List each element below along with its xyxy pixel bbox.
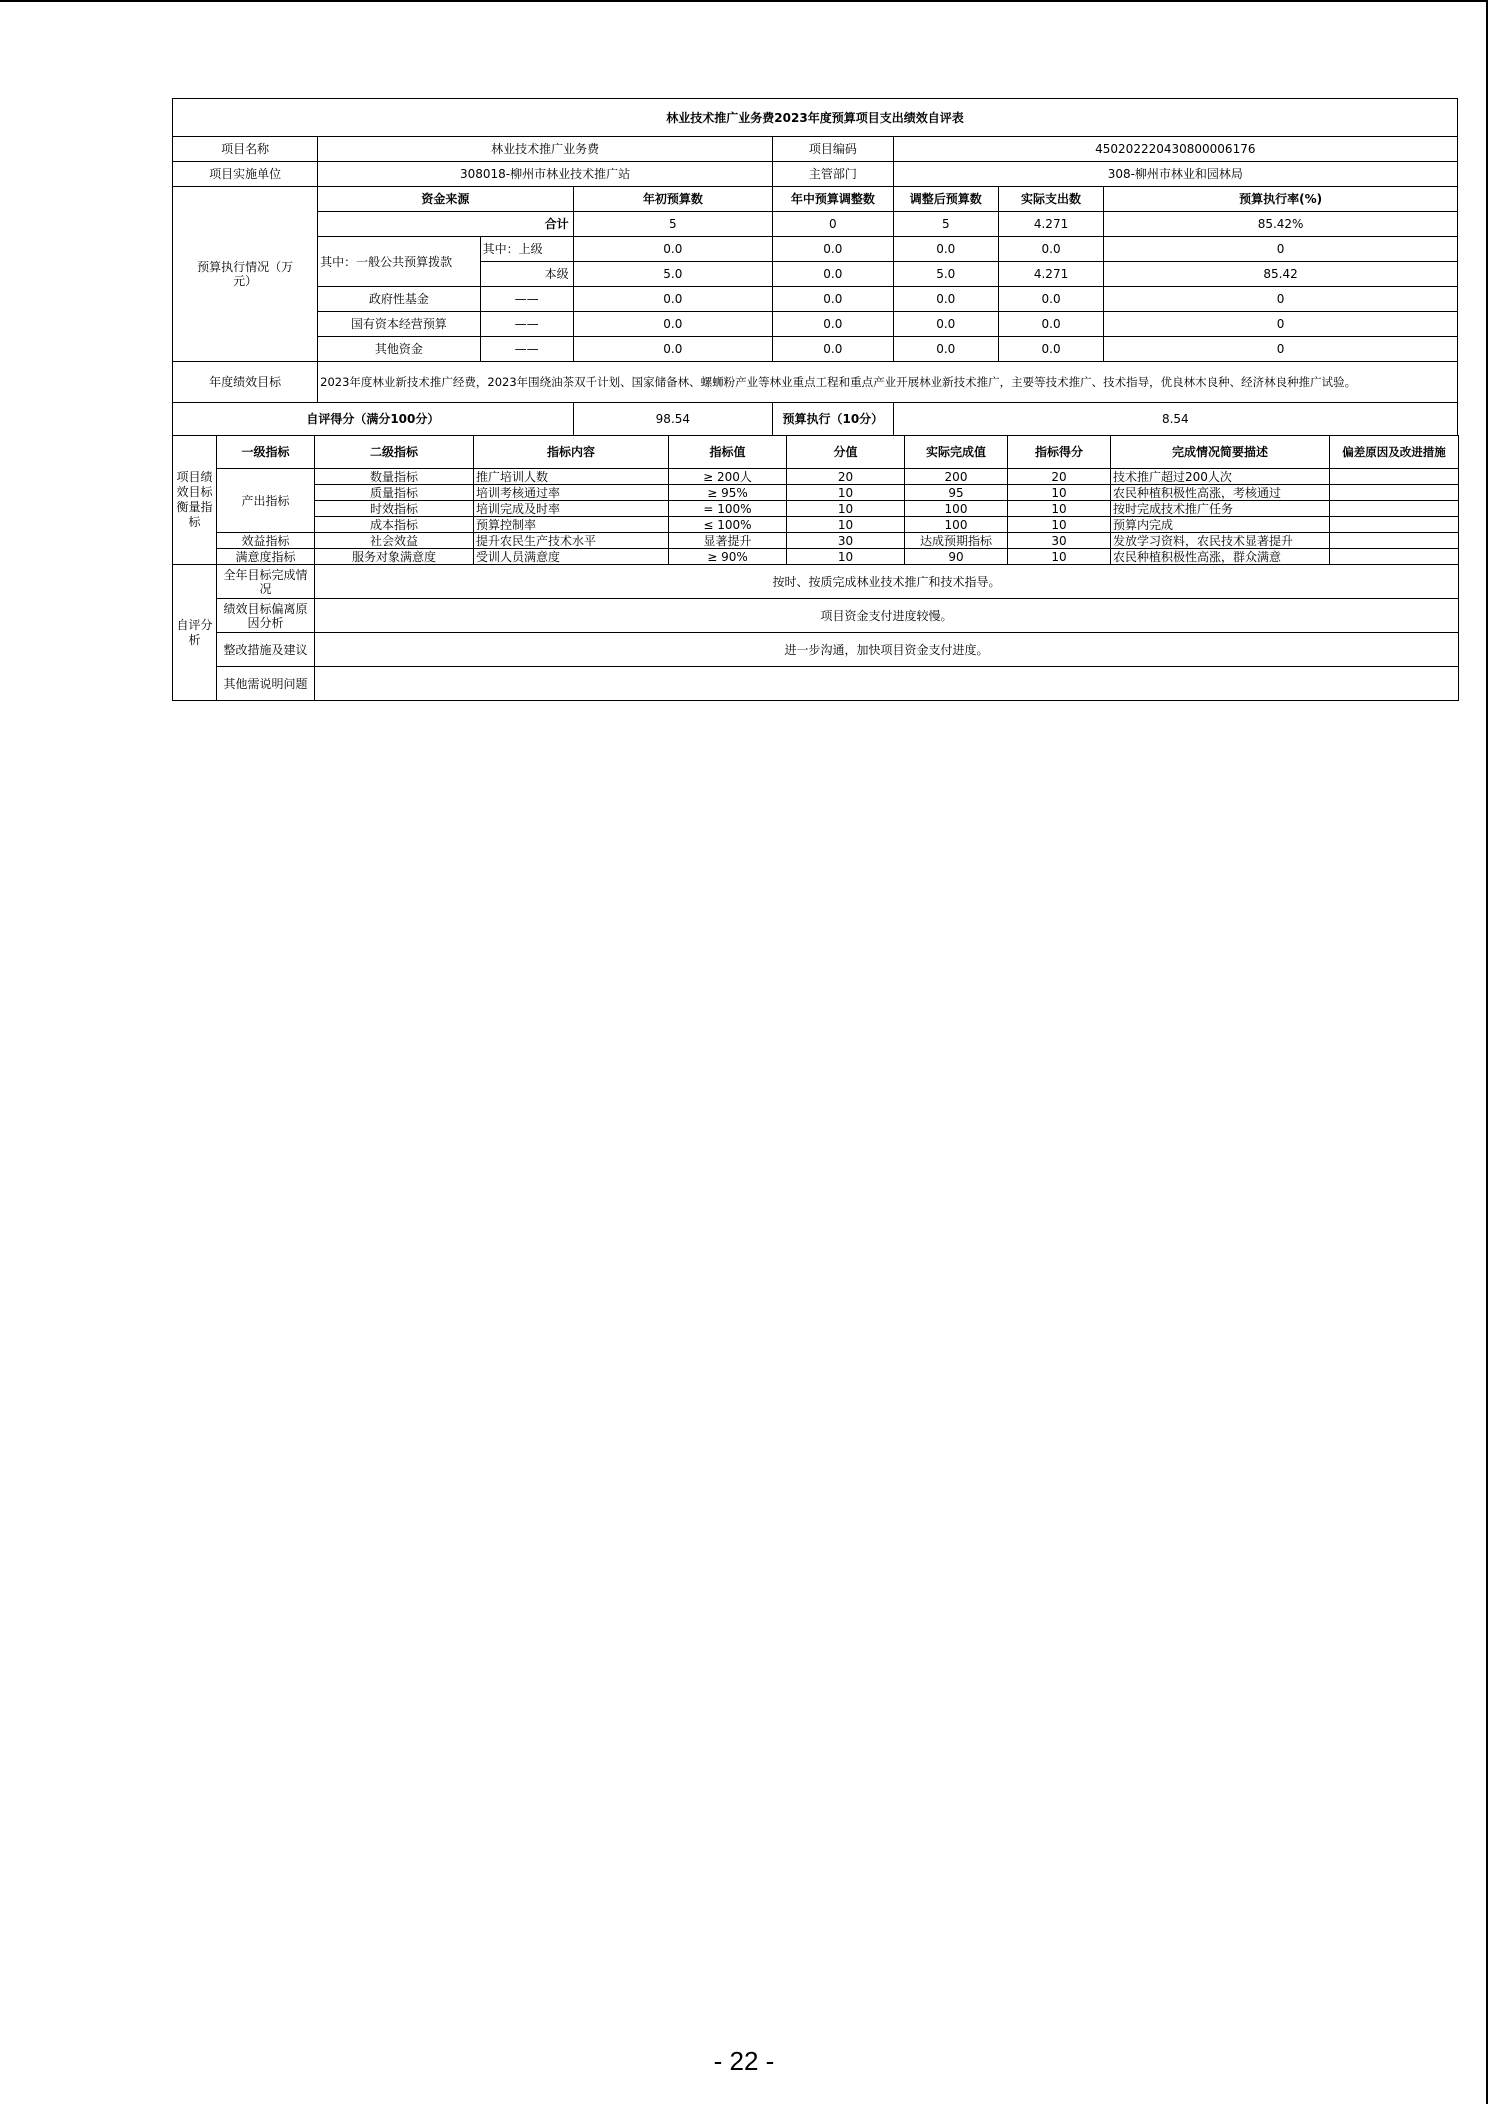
table-row-score: 10 xyxy=(1008,517,1111,533)
table-title: 林业技术推广业务费2023年度预算项目支出绩效自评表 xyxy=(173,99,1458,137)
budget-header-source: 资金来源 xyxy=(318,187,574,212)
budget-govfund-adjust: 0.0 xyxy=(773,287,894,312)
ind-h-l1: 一级指标 xyxy=(217,436,315,469)
satisfaction-l1: 满意度指标 xyxy=(217,549,315,565)
analysis-row-label: 整改措施及建议 xyxy=(217,633,315,667)
budget-header-adjusted: 调整后预算数 xyxy=(893,187,998,212)
budget-total-adjusted: 5 xyxy=(893,212,998,237)
table-row-desc: 农民种植积极性高涨，考核通过 xyxy=(1111,485,1330,501)
budget-govfund-initial: 0.0 xyxy=(573,287,772,312)
budget-total-rate: 85.42% xyxy=(1104,212,1458,237)
dept-value: 308-柳州市林业和园林局 xyxy=(893,162,1457,187)
performance-evaluation-table xyxy=(172,98,1458,436)
table-row-desc: 技术推广超过200人次 xyxy=(1111,469,1330,485)
table-row-content: 推广培训人数 xyxy=(474,469,669,485)
ind-h-actual: 实际完成值 xyxy=(905,436,1008,469)
analysis-section-label: 自评分析 xyxy=(173,565,217,701)
budget-total-label: 合计 xyxy=(318,212,574,237)
budget-upper-initial: 0.0 xyxy=(573,237,772,262)
budget-govfund-label: 政府性基金 xyxy=(318,287,481,312)
budget-total-initial: 5 xyxy=(573,212,772,237)
budget-upper-actual: 0.0 xyxy=(998,237,1103,262)
unit-value: 308018-柳州市林业技术推广站 xyxy=(318,162,773,187)
table-row-actual: 95 xyxy=(905,485,1008,501)
satisfaction-target: ≥ 90% xyxy=(669,549,787,565)
satisfaction-content: 受训人员满意度 xyxy=(474,549,669,565)
ind-h-target: 指标值 xyxy=(669,436,787,469)
ind-h-desc: 完成情况简要描述 xyxy=(1111,436,1330,469)
analysis-row-text: 进一步沟通，加快项目资金支付进度。 xyxy=(315,633,1459,667)
table-row-target: ≤ 100% xyxy=(669,517,787,533)
table-row-actual: 100 xyxy=(905,517,1008,533)
budget-header-actual: 实际支出数 xyxy=(998,187,1103,212)
budget-statecap-actual: 0.0 xyxy=(998,312,1103,337)
table-row-score: 10 xyxy=(1008,485,1111,501)
budget-govfund-dash: —— xyxy=(480,287,573,312)
satisfaction-weight: 10 xyxy=(787,549,905,565)
budget-upper-adjust: 0.0 xyxy=(773,237,894,262)
budget-local-initial: 5.0 xyxy=(573,262,772,287)
satisfaction-actual: 90 xyxy=(905,549,1008,565)
table-row-dev xyxy=(1330,469,1459,485)
budget-statecap-rate: 0 xyxy=(1104,312,1458,337)
table-row-content: 预算控制率 xyxy=(474,517,669,533)
exec-score-label: 预算执行（10分） xyxy=(773,403,894,436)
table-row-l2: 质量指标 xyxy=(315,485,474,501)
budget-statecap-initial: 0.0 xyxy=(573,312,772,337)
project-code-label: 项目编码 xyxy=(773,137,894,162)
benefit-desc: 发放学习资料，农民技术显著提升 xyxy=(1111,533,1330,549)
table-row-l2: 成本指标 xyxy=(315,517,474,533)
self-score-label: 自评得分（满分100分） xyxy=(173,403,574,436)
self-score-value: 98.54 xyxy=(573,403,772,436)
budget-statecap-dash: —— xyxy=(480,312,573,337)
ind-h-dev: 偏差原因及改进措施 xyxy=(1330,436,1459,469)
satisfaction-score: 10 xyxy=(1008,549,1111,565)
table-row-weight: 10 xyxy=(787,501,905,517)
table-row-score: 20 xyxy=(1008,469,1111,485)
table-row-l2: 时效指标 xyxy=(315,501,474,517)
page-number: - 22 - xyxy=(713,2046,775,2076)
analysis-row-text xyxy=(315,667,1459,701)
ind-h-weight: 分值 xyxy=(787,436,905,469)
table-row-desc: 预算内完成 xyxy=(1111,517,1330,533)
budget-statecap-adjust: 0.0 xyxy=(773,312,894,337)
budget-other-actual: 0.0 xyxy=(998,337,1103,362)
budget-upper-adjusted: 0.0 xyxy=(893,237,998,262)
ind-h-l2: 二级指标 xyxy=(315,436,474,469)
budget-other-adjust: 0.0 xyxy=(773,337,894,362)
budget-statecap-adjusted: 0.0 xyxy=(893,312,998,337)
table-row-weight: 10 xyxy=(787,485,905,501)
table-row-actual: 100 xyxy=(905,501,1008,517)
table-row-score: 10 xyxy=(1008,501,1111,517)
benefit-actual: 达成预期指标 xyxy=(905,533,1008,549)
benefit-content: 提升农民生产技术水平 xyxy=(474,533,669,549)
satisfaction-dev xyxy=(1330,549,1459,565)
project-name-label: 项目名称 xyxy=(173,137,318,162)
table-row-target: ≥ 200人 xyxy=(669,469,787,485)
ind-h-content: 指标内容 xyxy=(474,436,669,469)
top-border-line xyxy=(0,0,1488,2)
table-row-dev xyxy=(1330,501,1459,517)
budget-header-rate: 预算执行率(%) xyxy=(1104,187,1458,212)
budget-total-adjust: 0 xyxy=(773,212,894,237)
benefit-l2: 社会效益 xyxy=(315,533,474,549)
table-row-weight: 10 xyxy=(787,517,905,533)
table-row-dev xyxy=(1330,517,1459,533)
benefit-weight: 30 xyxy=(787,533,905,549)
table-row-target: ≥ 95% xyxy=(669,485,787,501)
annual-goal-text: 2023年度林业新技术推广经费，2023年围绕油茶双千计划、国家储备林、螺蛳粉产业等林业重点工程和重点产业开展林业新技术推广，主要等技术推广、技术指导，优良林木良种、经济林良种推广试验。 xyxy=(318,362,1458,403)
analysis-row-label: 其他需说明问题 xyxy=(217,667,315,701)
indicator-table xyxy=(172,435,1459,701)
budget-govfund-actual: 0.0 xyxy=(998,287,1103,312)
table-row-target: = 100% xyxy=(669,501,787,517)
budget-section-label: 预算执行情况（万元） xyxy=(173,187,318,362)
budget-upper-label: 其中：上级 xyxy=(480,237,573,262)
benefit-score: 30 xyxy=(1008,533,1111,549)
budget-general-label: 其中：一般公共预算拨款 xyxy=(318,237,481,287)
budget-govfund-adjusted: 0.0 xyxy=(893,287,998,312)
satisfaction-l2: 服务对象满意度 xyxy=(315,549,474,565)
benefit-target: 显著提升 xyxy=(669,533,787,549)
indicator-section-label-cell: 项目绩效目标衡量指标 xyxy=(173,436,217,565)
annual-goal-label: 年度绩效目标 xyxy=(173,362,318,403)
budget-other-label: 其他资金 xyxy=(318,337,481,362)
table-row-weight: 20 xyxy=(787,469,905,485)
budget-local-label: 本级 xyxy=(480,262,573,287)
project-code-value: 450202220430800006176 xyxy=(893,137,1457,162)
budget-local-adjusted: 5.0 xyxy=(893,262,998,287)
analysis-row-text: 项目资金支付进度较慢。 xyxy=(315,599,1459,633)
budget-total-actual: 4.271 xyxy=(998,212,1103,237)
project-name-value: 林业技术推广业务费 xyxy=(318,137,773,162)
table-row-content: 培训完成及时率 xyxy=(474,501,669,517)
dept-label: 主管部门 xyxy=(773,162,894,187)
table-row-desc: 按时完成技术推广任务 xyxy=(1111,501,1330,517)
exec-score-value: 8.54 xyxy=(893,403,1457,436)
table-row-dev xyxy=(1330,485,1459,501)
budget-header-adjust: 年中预算调整数 xyxy=(773,187,894,212)
budget-local-adjust: 0.0 xyxy=(773,262,894,287)
unit-label: 项目实施单位 xyxy=(173,162,318,187)
budget-upper-rate: 0 xyxy=(1104,237,1458,262)
analysis-row-text: 按时、按质完成林业技术推广和技术指导。 xyxy=(315,565,1459,599)
table-row-content: 培训考核通过率 xyxy=(474,485,669,501)
budget-local-rate: 85.42 xyxy=(1104,262,1458,287)
benefit-l1: 效益指标 xyxy=(217,533,315,549)
budget-other-adjusted: 0.0 xyxy=(893,337,998,362)
budget-header-initial: 年初预算数 xyxy=(573,187,772,212)
satisfaction-desc: 农民种植积极性高涨，群众满意 xyxy=(1111,549,1330,565)
ind-h-score: 指标得分 xyxy=(1008,436,1111,469)
table-row-l2: 数量指标 xyxy=(315,469,474,485)
analysis-row-label: 全年目标完成情况 xyxy=(217,565,315,599)
budget-other-dash: —— xyxy=(480,337,573,362)
budget-statecap-label: 国有资本经营预算 xyxy=(318,312,481,337)
benefit-dev xyxy=(1330,533,1459,549)
budget-other-initial: 0.0 xyxy=(573,337,772,362)
table-row-actual: 200 xyxy=(905,469,1008,485)
budget-govfund-rate: 0 xyxy=(1104,287,1458,312)
analysis-row-label: 绩效目标偏离原因分析 xyxy=(217,599,315,633)
budget-local-actual: 4.271 xyxy=(998,262,1103,287)
budget-other-rate: 0 xyxy=(1104,337,1458,362)
output-indicator-label: 产出指标 xyxy=(217,469,315,533)
